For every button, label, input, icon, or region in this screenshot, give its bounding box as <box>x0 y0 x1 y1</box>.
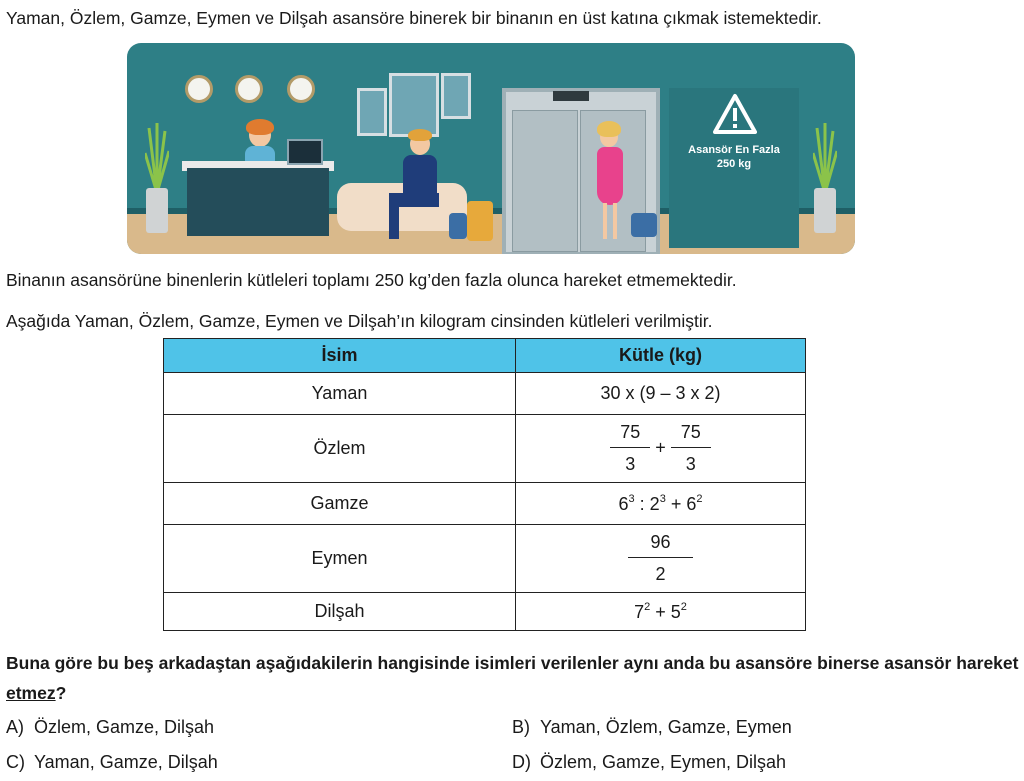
base: 6 <box>686 493 697 514</box>
exponent: 3 <box>628 492 635 505</box>
table-row <box>164 373 806 415</box>
question-text <box>6 648 1021 708</box>
numerator: 96 <box>628 532 692 558</box>
numerator: 75 <box>671 422 711 448</box>
elevator-capacity-sign <box>675 143 793 171</box>
option-b[interactable] <box>512 717 792 738</box>
base: 2 <box>649 493 660 514</box>
question-part-1: Buna göre bu beş arkadaştan aşağıdakilerin hangisinde isimleri verilenler aynı anda bu asansöre binerse asansör hareket <box>6 653 1019 673</box>
denominator: 3 <box>685 454 696 474</box>
exponent: 3 <box>659 492 666 505</box>
exponent: 2 <box>680 600 687 613</box>
plus-sign: + <box>655 437 666 458</box>
exponent: 2 <box>644 600 651 613</box>
mass-table <box>163 338 806 631</box>
option-label: D) <box>512 752 531 772</box>
option-d[interactable] <box>512 752 786 773</box>
elevator-illustration <box>127 43 855 254</box>
row-mass <box>516 593 806 631</box>
row-mass <box>516 525 806 593</box>
row-name: Dilşah <box>164 593 516 631</box>
option-text: Özlem, Gamze, Eymen, Dilşah <box>540 752 787 772</box>
paragraph-2: Aşağıda Yaman, Özlem, Gamze, Eymen ve Dilşah’ın kilogram cinsinden kütleleri verilmiştir. <box>6 311 713 331</box>
row-name: Yaman <box>164 373 516 415</box>
table-header-row <box>164 339 806 373</box>
intro-text: Yaman, Özlem, Gamze, Eymen ve Dilşah asansöre binerek bir binanın en üst katına çıkmak istemektedir. <box>6 8 822 28</box>
operator: : <box>634 493 650 514</box>
operator: + <box>650 601 671 622</box>
paragraph-1: Binanın asansörüne binenlerin kütleleri toplamı 250 kg’den fazla olunca hareket etmemektedir. <box>6 270 737 290</box>
row-mass <box>516 483 806 525</box>
row-name: Özlem <box>164 415 516 483</box>
table-row <box>164 415 806 483</box>
row-mass: 30 x (9 – 3 x 2) <box>516 373 806 415</box>
sign-line-2: 250 kg <box>716 158 752 170</box>
operator: + <box>665 493 687 514</box>
option-label: C) <box>6 752 25 772</box>
option-a[interactable] <box>6 717 214 738</box>
sign-line-1: Asansör En Fazla <box>688 144 780 156</box>
option-label: A) <box>6 717 24 737</box>
table-row <box>164 593 806 631</box>
option-text: Yaman, Gamze, Dilşah <box>34 752 218 772</box>
header-mass: Kütle (kg) <box>516 339 806 373</box>
warning-triangle-icon <box>713 93 757 137</box>
row-name: Gamze <box>164 483 516 525</box>
table-row <box>164 483 806 525</box>
base: 5 <box>670 601 681 622</box>
exponent: 2 <box>696 492 703 505</box>
option-text: Yaman, Özlem, Gamze, Eymen <box>540 717 792 737</box>
denominator: 2 <box>655 564 666 584</box>
fraction <box>671 422 711 475</box>
row-name: Eymen <box>164 525 516 593</box>
fraction <box>610 422 650 475</box>
base: 6 <box>618 493 629 514</box>
option-text: Özlem, Gamze, Dilşah <box>34 717 215 737</box>
option-c[interactable] <box>6 752 218 773</box>
numerator: 75 <box>610 422 650 448</box>
question-emphasis: etmez <box>6 683 56 703</box>
base: 7 <box>634 601 645 622</box>
denominator: 3 <box>625 454 636 474</box>
question-part-2: ? <box>55 683 67 703</box>
fraction <box>628 532 692 585</box>
table-row <box>164 525 806 593</box>
option-label: B) <box>512 717 530 737</box>
header-name: İsim <box>164 339 516 373</box>
row-mass <box>516 415 806 483</box>
